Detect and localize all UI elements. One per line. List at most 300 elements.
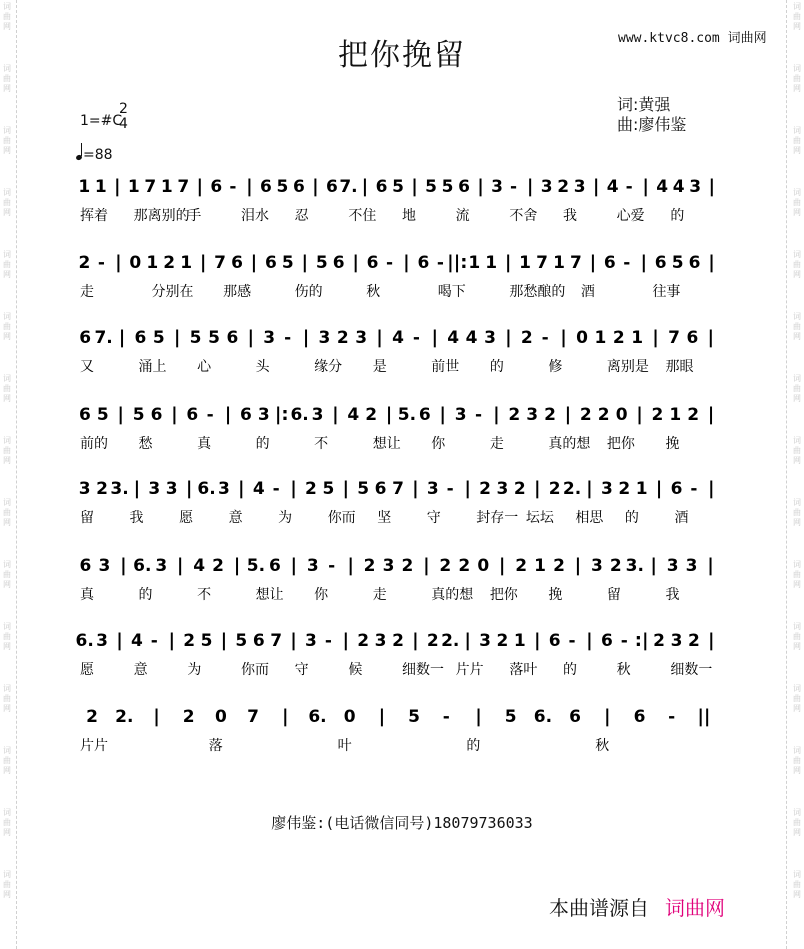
lyric: 前的 [80, 436, 108, 452]
tempo-value: =88 [83, 147, 113, 163]
note: 4 [130, 631, 143, 651]
note: 3 [526, 405, 539, 425]
lyric: 我 [563, 208, 577, 224]
barline: |: [274, 404, 289, 425]
barline: | [282, 706, 289, 727]
note: 2 [78, 253, 91, 273]
lyric: 我 [129, 510, 144, 526]
barline: | [707, 555, 714, 576]
barline: | [361, 176, 369, 197]
note: 5 [408, 707, 421, 727]
note: 7 [214, 253, 226, 273]
lyric: 的 [489, 359, 504, 375]
note: 3 [484, 328, 496, 348]
barline: | [290, 555, 298, 576]
barline: | [233, 555, 241, 576]
barline: | [412, 478, 419, 499]
watermark-text: 词 曲 网 [793, 126, 801, 155]
barline: | [185, 478, 193, 499]
lyric: 流 [455, 208, 470, 224]
note: 4 [656, 177, 669, 197]
note: 2 [183, 631, 196, 651]
note: 5 [315, 253, 328, 273]
note: 1 [78, 177, 91, 197]
watermark-text: 词 曲 网 [793, 808, 801, 837]
note: 3 [382, 556, 395, 576]
note: 1 [513, 631, 526, 651]
site-url[interactable]: www.ktvc8.com 词曲网 [618, 31, 767, 46]
note: 6 [670, 479, 683, 499]
lyric: 秋 [616, 662, 631, 678]
lyric: 往事 [652, 284, 681, 300]
note: - [620, 631, 628, 651]
barline: | [173, 327, 181, 348]
note: 0 [343, 707, 356, 727]
note: 7 [668, 328, 680, 348]
note: 1 [94, 177, 107, 197]
note: 2 [553, 556, 565, 576]
note: 6. [197, 479, 216, 499]
lyric: 酒 [580, 284, 595, 300]
barline: | [589, 252, 597, 273]
note: 3 [218, 479, 230, 499]
note: - [324, 631, 332, 651]
note: 3 [670, 631, 683, 651]
lyric: 分别在 [151, 284, 194, 300]
note: 5 [357, 479, 370, 499]
note: 7 [177, 177, 190, 197]
note: 5 [425, 177, 437, 197]
barline: | [586, 478, 593, 499]
note: 1 [485, 253, 498, 273]
note: 2 [357, 631, 370, 651]
note: 2 [96, 479, 109, 499]
barline: | [224, 404, 232, 425]
note: 6 [150, 405, 163, 425]
note: - [474, 405, 483, 425]
watermark-text: 词 曲 网 [793, 560, 801, 589]
note: 6 [326, 177, 338, 197]
note: 3 [685, 556, 698, 576]
barline: | [352, 252, 359, 273]
time-signature-top: 2 [119, 101, 128, 117]
lyric: 愿 [80, 662, 94, 678]
note: 1 [519, 253, 532, 273]
watermark-text: 词 曲 网 [793, 622, 801, 651]
note: 6 [374, 479, 387, 499]
barline: | [707, 327, 715, 348]
lyric: 的 [255, 436, 270, 452]
barline: | [708, 176, 716, 197]
note: - [150, 631, 158, 651]
lyric: 细数一 [670, 662, 713, 678]
barline: | [290, 478, 297, 499]
note: 6 [79, 328, 92, 348]
lyric: 相思 [575, 510, 604, 526]
lyric: 落 [208, 738, 223, 754]
barline: | [493, 404, 500, 425]
lyric: 你 [431, 436, 446, 452]
note: 2 [651, 405, 664, 425]
note: 3 [318, 328, 331, 348]
watermark-text: 词 曲 网 [793, 436, 801, 465]
watermark-text: 词 曲 网 [793, 2, 801, 31]
watermark-text: 词 曲 网 [793, 870, 801, 899]
note: 6. [133, 556, 152, 576]
barline: | [640, 252, 648, 273]
lyric: 的 [563, 662, 577, 678]
lyric: 又 [80, 359, 94, 375]
note: 2. [115, 707, 134, 727]
barline: ||: [447, 252, 468, 273]
lyric: 叶 [337, 738, 352, 754]
note: 5 [504, 707, 517, 727]
barline: | [120, 555, 127, 576]
note: 0 [477, 556, 490, 576]
lyric: 是 [372, 359, 387, 375]
barline: | [592, 176, 600, 197]
note: - [442, 707, 450, 727]
note: 3. [625, 556, 644, 576]
note: 3 [263, 328, 276, 348]
lyric: 挥着 [80, 208, 108, 224]
barline: | [505, 327, 512, 348]
note: 3 [496, 479, 509, 499]
note: 1 [594, 328, 607, 348]
note: 5 [235, 631, 248, 651]
note: - [690, 479, 698, 499]
watermark-text: 词 曲 网 [793, 312, 801, 341]
note: - [623, 253, 631, 273]
note: 6 [186, 405, 199, 425]
note: 6 [79, 405, 91, 425]
note: 3 [600, 479, 613, 499]
barline: | [642, 176, 649, 197]
barline: | [133, 478, 141, 499]
note: - [668, 707, 676, 727]
watermark-text: 词 曲 网 [3, 64, 11, 93]
note: 3 [426, 479, 439, 499]
note: 5 [200, 631, 213, 651]
barline: | [376, 327, 383, 348]
barline: | [526, 176, 534, 197]
barline: | [652, 327, 659, 348]
note: 2 [458, 556, 471, 576]
lyric: 头 [255, 359, 270, 375]
barline: | [564, 404, 572, 425]
note: 6 [603, 253, 616, 273]
note: 7 [247, 707, 260, 727]
barline: | [636, 404, 643, 425]
note: 2 [520, 328, 533, 348]
lyric: 的 [138, 587, 153, 603]
barline: | [604, 706, 611, 727]
note: 6 [231, 253, 243, 273]
note: 7. [94, 328, 113, 348]
barline: | [113, 176, 121, 197]
note: 4 [193, 556, 206, 576]
note: 3 [305, 631, 317, 651]
note: 5 [392, 177, 404, 197]
note: 6 [417, 253, 430, 273]
note: 6 [458, 177, 470, 197]
lyric: 酒 [674, 510, 689, 526]
watermark-text: 词 曲 网 [3, 622, 11, 651]
note: 4 [392, 328, 404, 348]
lyric: 不 [197, 587, 212, 603]
note: 2 [336, 328, 349, 348]
note: 0 [615, 405, 628, 425]
lyric: 想让 [255, 587, 284, 603]
barline: | [533, 478, 541, 499]
note: 2 [401, 556, 414, 576]
note: - [541, 328, 549, 348]
watermark-text: 词 曲 网 [793, 498, 801, 527]
note: 3 [311, 405, 324, 425]
barline: | [403, 252, 410, 273]
note: 2 [687, 405, 700, 425]
note: 1 [631, 328, 644, 348]
note: 2 [515, 556, 528, 576]
note: 1 [160, 177, 173, 197]
note: 3 [689, 177, 702, 197]
lyric: 秋 [595, 738, 610, 754]
barline: | [475, 706, 482, 727]
lyric: 喝下 [437, 284, 466, 300]
barline: | [708, 478, 715, 499]
lyric: 真 [197, 436, 212, 452]
lyric: 那感 [223, 284, 252, 300]
lyric: 那愁酿的 [509, 284, 566, 300]
lyric: 地 [402, 208, 416, 224]
barline: | [176, 555, 184, 576]
note: 1 [180, 253, 193, 273]
time-signature-bottom: 4 [119, 116, 128, 132]
note: 2. [441, 631, 460, 651]
barline: | [342, 478, 350, 499]
note: 2 [618, 479, 631, 499]
barline: | [708, 630, 715, 651]
note: 2 [612, 328, 625, 348]
note: 5 [671, 253, 684, 273]
lyric: 缘分 [314, 359, 343, 375]
barline: | [411, 176, 418, 197]
note: 3 [590, 556, 603, 576]
note: 1 [127, 177, 140, 197]
note: 3 [78, 479, 91, 499]
lyric: 片片 [80, 738, 108, 754]
note: 1 [553, 253, 565, 273]
watermark-text: 词 曲 网 [3, 684, 11, 713]
lyric: 泪水 [241, 208, 269, 224]
watermark-text: 词 曲 网 [3, 2, 11, 31]
note: 2 [496, 631, 509, 651]
watermark-text: 词 曲 网 [3, 498, 11, 527]
note: 1 [635, 479, 648, 499]
note: 2 [212, 556, 224, 576]
lyric: 不舍 [509, 208, 538, 224]
note: 3 [148, 479, 161, 499]
note: 5. [397, 405, 417, 425]
note: 1 [534, 556, 546, 576]
note: 2 [392, 631, 404, 651]
note: 5 [281, 253, 294, 273]
note: 6 [240, 405, 252, 425]
note: - [510, 177, 518, 197]
lyric: 坚 [377, 510, 392, 526]
note: - [272, 479, 280, 499]
note: 3 [374, 631, 387, 651]
lyric: 的 [670, 208, 685, 224]
note: 2 [426, 631, 439, 651]
watermark-text: 词 曲 网 [3, 746, 11, 775]
note: 2 [86, 707, 99, 727]
note: 5 [189, 328, 202, 348]
note: 6 [134, 328, 147, 348]
note: 6 [332, 253, 345, 273]
barline: | [199, 252, 207, 273]
note: 0 [214, 707, 227, 727]
note: 6 [600, 631, 613, 651]
note: 2 [557, 177, 570, 197]
barline: | [246, 176, 253, 197]
note: 2 [579, 405, 592, 425]
note: 7. [339, 177, 358, 197]
note: - [385, 253, 394, 273]
note: 5 [441, 177, 454, 197]
barline: | [707, 404, 715, 425]
lyric: 挽 [665, 436, 680, 452]
barline: | [171, 404, 178, 425]
note: 2 [513, 479, 526, 499]
barline: | [477, 176, 484, 197]
watermark-text: 词 曲 网 [793, 188, 801, 217]
note: 5 [276, 177, 289, 197]
watermark-text: 词 曲 网 [3, 126, 11, 155]
barline: | [464, 478, 471, 499]
note: 7 [144, 177, 157, 197]
note: 6 [688, 253, 701, 273]
barline: | [153, 706, 160, 727]
lyric: 片片 [455, 662, 484, 678]
note: 5 [322, 479, 335, 499]
barline: | [347, 555, 354, 576]
note: 2 [597, 405, 610, 425]
watermark-text: 词 曲 网 [3, 560, 11, 589]
barline: | [118, 327, 126, 348]
lyric: 不 [314, 436, 329, 452]
barline: | [533, 630, 541, 651]
watermark-text: 词 曲 网 [793, 684, 801, 713]
note: 3 [454, 405, 467, 425]
lyric: 守 [294, 662, 309, 678]
note: 2 [182, 707, 195, 727]
watermark-text: 词 曲 网 [3, 188, 11, 217]
lyric: 想让 [372, 436, 401, 452]
lyric: 意 [228, 510, 243, 526]
lyric: 我 [665, 587, 680, 603]
lyric: 走 [80, 284, 94, 300]
lyric: 真的想 [548, 436, 591, 452]
watermark-text: 词 曲 网 [3, 250, 11, 279]
note: 3 [96, 631, 109, 651]
barline: || [697, 706, 711, 727]
note: 3 [479, 631, 491, 651]
note: 2. [562, 479, 582, 499]
lyric: 真的想 [431, 587, 474, 603]
note: 3 [98, 556, 111, 576]
note: 6. [290, 405, 309, 425]
lyric: 挽 [548, 587, 563, 603]
lyric: 前世 [431, 359, 460, 375]
lyric: 把你 [489, 587, 518, 603]
watermark-text: 词 曲 网 [793, 250, 801, 279]
note: 2 [687, 631, 700, 651]
watermark-text: 词 曲 网 [793, 746, 801, 775]
key-signature: 1=#C [80, 113, 123, 129]
barline: | [464, 630, 471, 651]
barline: | [342, 630, 350, 651]
note: 2 [653, 631, 666, 651]
barline: | [708, 252, 715, 273]
note: 3 [355, 328, 368, 348]
lyric: 秋 [366, 284, 381, 300]
song-title: 把你挽留 [338, 38, 466, 73]
barline: | [586, 630, 593, 651]
note: 3 [573, 177, 586, 197]
watermark-text: 词 曲 网 [3, 808, 11, 837]
lyric: 伤的 [294, 284, 323, 300]
barline: | [560, 327, 567, 348]
source-brand[interactable]: 词曲网 [665, 896, 725, 920]
lyric: 不住 [348, 208, 377, 224]
note: 6 [418, 405, 431, 425]
note: - [97, 253, 105, 273]
barline: | [220, 630, 228, 651]
note: 5 [152, 328, 165, 348]
barline: | [504, 252, 512, 273]
lyric: 的 [466, 738, 481, 754]
lyric: 愿 [179, 510, 194, 526]
note: 7 [570, 253, 582, 273]
note: - [206, 405, 214, 425]
lyric: 愁 [138, 436, 153, 452]
source-text: 本曲谱源自 [549, 896, 649, 920]
barline: | [431, 327, 439, 348]
lyric: 落叶 [509, 662, 538, 678]
note: 3 [540, 177, 553, 197]
watermark-text: 词 曲 网 [793, 374, 801, 403]
lyric: 涌上 [138, 359, 167, 375]
lyric: 的 [624, 510, 639, 526]
note: 0 [129, 253, 142, 273]
barline: | [290, 630, 297, 651]
lyric: 为 [278, 510, 293, 526]
note: 6. [533, 707, 553, 727]
note: 4 [465, 328, 478, 348]
note: 3 [666, 556, 679, 576]
note: 6 [252, 631, 265, 651]
lyric: 你而 [327, 510, 356, 526]
lyric: 留 [80, 510, 94, 526]
lyric: 修 [548, 359, 563, 375]
note: 7 [270, 631, 283, 651]
note: 2 [479, 479, 491, 499]
note: 4 [606, 177, 619, 197]
barline: | [385, 404, 393, 425]
note: 3 [306, 556, 319, 576]
lyric: 细数一 [402, 662, 444, 678]
